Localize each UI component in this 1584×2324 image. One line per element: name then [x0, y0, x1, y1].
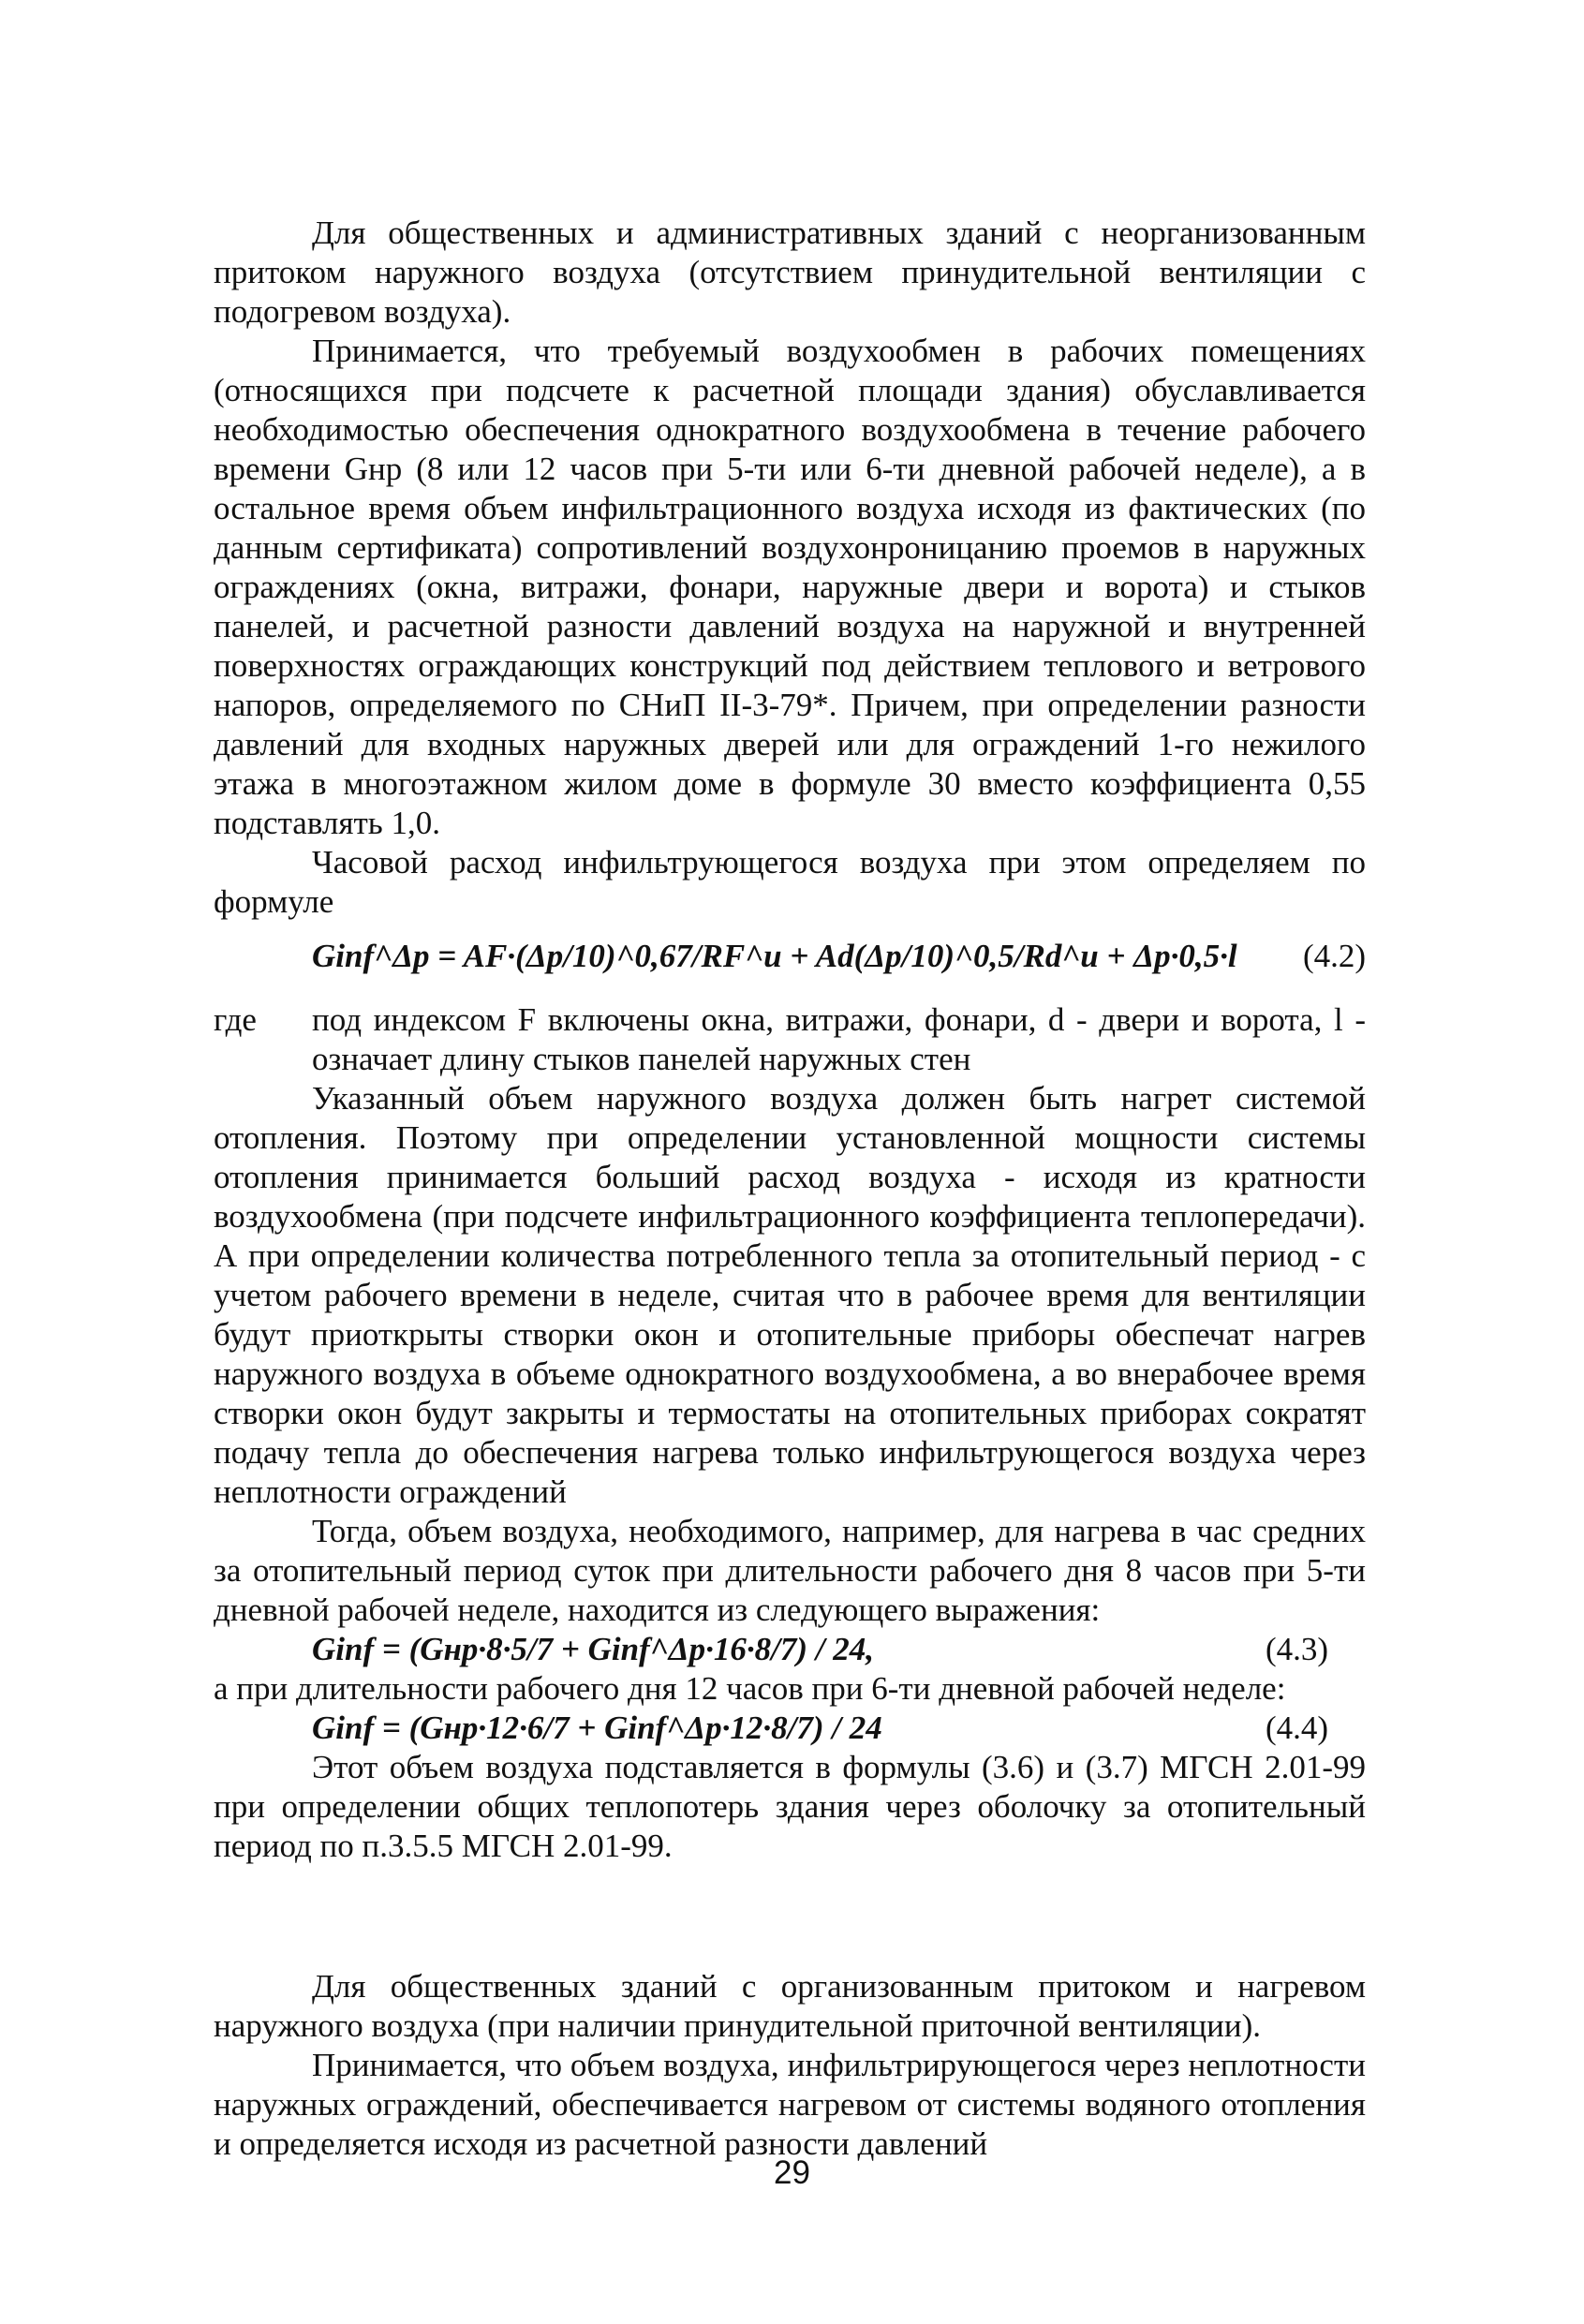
formula-expression: Ginf = (Gнр·8·5/7 + Ginf^Δp·16·8/7) / 24,	[312, 1631, 874, 1667]
paragraph: Часовой расход инфильтрующегося воздуха при этом определяем по формуле	[214, 844, 1366, 920]
section-public-buildings-unorganized	[214, 214, 1366, 1866]
formula-number: (4.3)	[1265, 1631, 1328, 1667]
section-heading: Для общественных зданий с организованным притоком и нагревом наружного воздуха (при наличии принудительной приточной вентиляции).	[214, 1968, 1366, 2044]
section-heading: Для общественных и административных зданий с неорганизованным притоком наружного воздуха (отсутствием принудительной вентиляции с подогревом воздуха).	[214, 215, 1366, 330]
formula-4-4	[214, 1709, 1366, 1748]
paragraph: Этот объем воздуха подставляется в формулы (3.6) и (3.7) МГСН 2.01-99 при определении общих теплопотерь здания через оболочку за отопительный период по п.3.5.5 МГСН 2.01-99.	[214, 1749, 1366, 1864]
where-text: под индексом F включены окна, витражи, фонари, d - двери и ворота, l - означает длину стыков панелей наружных стен	[312, 1001, 1366, 1077]
paragraph: а при длительности рабочего дня 12 часов при 6-ти дневной рабочей неделе:	[214, 1670, 1286, 1707]
formula-4-3	[214, 1630, 1366, 1669]
formula-explanation	[214, 1000, 1366, 1079]
formula-number: (4.2)	[1302, 938, 1366, 974]
paragraph: Принимается, что требуемый воздухообмен в рабочих помещениях (относящихся при подсчете к расчетной площади здания) обуславливается необходимостью обеспечения однократного воздухообмена в течение рабочего времени Gнр (8 или 12 часов при 5-ти или 6-ти дневной рабочей неделе), а в остальное время объем инфильтрационного воздуха исходя из фактических (по данным сертификата) сопротивлений воздухонроницанию проемов в наружных ограждениях (окна, витражи, фонари, наружные двери и ворота) и стыков панелей, и расчетной разности давлений воздуха на наружной и внутренней поверхностях ограждающих конструкций под действием теплового и ветрового напоров, определяемого по СНиП II-3-79*. Причем, при определении разности давлений для входных наружных дверей или для ограждений 1-го нежилого этажа в многоэтажном жилом доме в формуле 30 вместо коэффициента 0,55 подставлять 1,0.	[214, 333, 1366, 841]
paragraph: Указанный объем наружного воздуха должен быть нагрет системой отопления. Поэтому при определении установленной мощности системы отопления принимается больший расход воздуха - исходя из кратности воздухообмена (при подсчете инфильтрационного коэффициента теплопередачи). А при определении количества потребленного тепла за отопительный период - с учетом рабочего времени в неделе, считая что в рабочее время для вентиляции будут приоткрыты створки окон и отопительные приборы обеспечат нагрев наружного воздуха в объеме однократного воздухообмена, а во внерабочее время створки окон будут закрыты и термостаты на отопительных приборах сократят подачу тепла до обеспечения нагрева только инфильтрующегося воздуха через неплотности ограждений	[214, 1080, 1366, 1510]
paragraph: Принимается, что объем воздуха, инфильтрирующегося через неплотности наружных ограждений, обеспечивается нагревом от системы водяного отопления и определяется исходя из расчетной разности давлений	[214, 2047, 1366, 2162]
paragraph: Тогда, объем воздуха, необходимого, например, для нагрева в час средних за отопительный период суток при длительности рабочего дня 8 часов при 5-ти дневной рабочей неделе, находится из следующего выражения:	[214, 1513, 1366, 1628]
formula-expression: Ginf^Δp = AF·(Δp/10)^0,67/RF^u + Ad(Δp/10)^0,5/Rd^u + Δp·0,5·l	[312, 938, 1237, 974]
section-public-buildings-organized	[214, 1967, 1366, 2164]
formula-4-2	[214, 937, 1366, 976]
page-number: 29	[774, 2154, 810, 2191]
formula-expression: Ginf = (Gнр·12·6/7 + Ginf^Δp·12·8/7) / 24	[312, 1710, 882, 1746]
where-label: где	[214, 1001, 257, 1038]
formula-number: (4.4)	[1265, 1710, 1328, 1746]
